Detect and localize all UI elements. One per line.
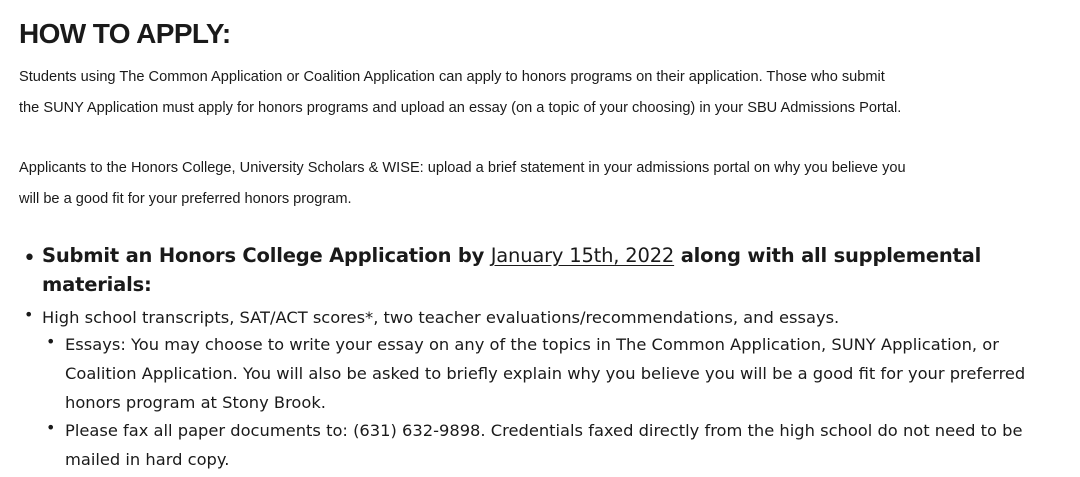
- bullet-icon: •: [46, 418, 56, 437]
- deadline-line-2: materials:: [42, 273, 152, 296]
- paragraph-line: Students using The Common Application or Coalition Application can apply to honors programs on their application. Those who submit: [19, 69, 885, 85]
- paragraph-line: the SUNY Application must apply for honors programs and upload an essay (on a topic of your choosing) in your SBU Admissions Portal.: [19, 100, 902, 116]
- fax-text: [65, 416, 1023, 474]
- materials-line: High school transcripts, SAT/ACT scores*, two teacher evaluations/recommendations, and essays.: [42, 308, 840, 327]
- essays-line: Coalition Application. You will also be asked to briefly explain why you believe you will be a good fit for your preferred: [65, 364, 1026, 383]
- deadline-line-1: [42, 241, 981, 270]
- paragraph-line: will be a good fit for your preferred honors program.: [19, 191, 352, 207]
- page-heading: HOW TO APPLY:: [19, 18, 231, 49]
- bullet-icon: •: [24, 305, 34, 324]
- honors-statement-paragraph: [19, 153, 1064, 215]
- essays-line: Essays: You may choose to write your essay on any of the topics in The Common Application, SUNY Application, or: [65, 335, 999, 354]
- deadline-prefix: Submit an Honors College Application by: [42, 244, 491, 267]
- paragraph-line: Applicants to the Honors College, University Scholars & WISE: upload a brief statement in your admissions portal on why you believe you: [19, 160, 906, 176]
- deadline-text: [42, 241, 981, 299]
- bullet-icon: •: [23, 246, 36, 271]
- materials-text: [42, 303, 839, 332]
- fax-line: Please fax all paper documents to: (631) 632-9898. Credentials faxed directly from the high school do not need to be: [65, 421, 1023, 440]
- essays-line: honors program at Stony Brook.: [65, 393, 326, 412]
- intro-paragraph: [19, 62, 1064, 124]
- fax-line: mailed in hard copy.: [65, 450, 230, 469]
- bullet-icon: •: [46, 332, 56, 351]
- deadline-suffix: along with all supplemental: [674, 244, 982, 267]
- deadline-date-link[interactable]: January 15th, 2022: [490, 244, 675, 267]
- essays-text: [65, 330, 1025, 417]
